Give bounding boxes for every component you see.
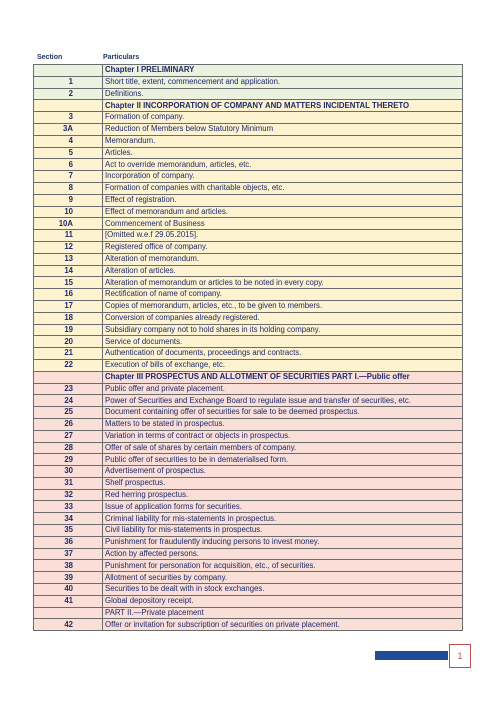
- section-number: 27: [34, 430, 103, 442]
- section-title: Act to override memorandum, articles, etc.: [103, 159, 463, 171]
- section-title: Subsidiary company not to hold shares in its holding company.: [103, 324, 463, 336]
- section-number: [34, 371, 103, 383]
- section-row: [34, 595, 463, 607]
- section-number: 14: [34, 265, 103, 277]
- section-number: 10A: [34, 218, 103, 230]
- section-title: Red herring prospectus.: [103, 489, 463, 501]
- section-number: 29: [34, 454, 103, 466]
- section-row: [34, 147, 463, 159]
- section-title: Copies of memorandum, articles, etc., to be given to members.: [103, 300, 463, 312]
- section-number: 32: [34, 489, 103, 501]
- section-row: [34, 88, 463, 100]
- section-number: 16: [34, 289, 103, 301]
- section-number: 17: [34, 300, 103, 312]
- section-number: 13: [34, 253, 103, 265]
- section-title: Shelf prospectus.: [103, 477, 463, 489]
- section-number: 23: [34, 383, 103, 395]
- section-title: Offer of sale of shares by certain members of company.: [103, 442, 463, 454]
- section-row: [34, 194, 463, 206]
- section-row: [34, 76, 463, 88]
- contents-table: [33, 64, 463, 631]
- section-number: 7: [34, 171, 103, 183]
- section-number: 30: [34, 466, 103, 478]
- section-number: 21: [34, 348, 103, 360]
- section-row: [34, 300, 463, 312]
- section-number: 9: [34, 194, 103, 206]
- section-number: 35: [34, 525, 103, 537]
- section-number: 39: [34, 572, 103, 584]
- contents-table-body: [34, 65, 463, 631]
- section-row: [34, 324, 463, 336]
- section-title: Effect of memorandum and articles.: [103, 206, 463, 218]
- section-title: Advertisement of prospectus.: [103, 466, 463, 478]
- section-row: [34, 123, 463, 135]
- section-number: 12: [34, 241, 103, 253]
- section-title: Civil liability for mis-statements in prospectus.: [103, 525, 463, 537]
- section-number: 25: [34, 407, 103, 419]
- section-row: [34, 182, 463, 194]
- section-title: Effect of registration.: [103, 194, 463, 206]
- section-title: Allotment of securities by company.: [103, 572, 463, 584]
- section-number: 31: [34, 477, 103, 489]
- section-row: [34, 241, 463, 253]
- section-number: 3A: [34, 123, 103, 135]
- section-title: PART II.—Private placement: [103, 607, 463, 619]
- particulars-column-header: Particulars: [103, 54, 140, 61]
- section-title: Action by affected persons.: [103, 548, 463, 560]
- section-row: [34, 171, 463, 183]
- section-title: Service of documents.: [103, 336, 463, 348]
- section-number: 33: [34, 501, 103, 513]
- chapter-title: Chapter III PROSPECTUS AND ALLOTMENT OF SECURITIES PART I.—Public offer: [103, 371, 463, 383]
- section-row: [34, 477, 463, 489]
- section-row: [34, 501, 463, 513]
- section-row: [34, 560, 463, 572]
- section-title: Matters to be stated in prospectus.: [103, 418, 463, 430]
- section-title: [Omitted w.e.f 29.05.2015].: [103, 230, 463, 242]
- section-row: [34, 525, 463, 537]
- section-number: 41: [34, 595, 103, 607]
- section-row: [34, 383, 463, 395]
- section-title: Short title, extent, commencement and application.: [103, 76, 463, 88]
- section-row: [34, 206, 463, 218]
- section-number: [34, 100, 103, 112]
- section-title: Alteration of memorandum or articles to be noted in every copy.: [103, 277, 463, 289]
- section-number: 38: [34, 560, 103, 572]
- section-title: Execution of bills of exchange, etc.: [103, 359, 463, 371]
- page-number: 1: [449, 644, 471, 668]
- section-title: Punishment for fraudulently inducing persons to invest money.: [103, 536, 463, 548]
- table-header: [33, 53, 463, 63]
- section-title: Registered office of company.: [103, 241, 463, 253]
- section-title: Memorandum.: [103, 135, 463, 147]
- section-title: Alteration of memorandum.: [103, 253, 463, 265]
- section-row: [34, 265, 463, 277]
- section-row: [34, 253, 463, 265]
- section-column-header: Section: [37, 54, 63, 61]
- section-row: [34, 395, 463, 407]
- section-row: [34, 489, 463, 501]
- section-row: [34, 619, 463, 631]
- section-number: 11: [34, 230, 103, 242]
- section-number: 2: [34, 88, 103, 100]
- chapter-title: Chapter II INCORPORATION OF COMPANY AND MATTERS INCIDENTAL THERETO: [103, 100, 463, 112]
- section-title: Formation of companies with charitable objects, etc.: [103, 182, 463, 194]
- section-number: 5: [34, 147, 103, 159]
- section-number: 40: [34, 584, 103, 596]
- section-number: 15: [34, 277, 103, 289]
- section-row: [34, 230, 463, 242]
- section-number: 34: [34, 513, 103, 525]
- section-row: [34, 430, 463, 442]
- chapter-heading-row: [34, 371, 463, 383]
- section-number: 22: [34, 359, 103, 371]
- section-title: Reduction of Members below Statutory Minimum: [103, 123, 463, 135]
- section-title: Public offer of securities to be in dematerialised form.: [103, 454, 463, 466]
- section-number: 28: [34, 442, 103, 454]
- section-title: Variation in terms of contract or objects in prospectus.: [103, 430, 463, 442]
- chapter-heading-row: [34, 100, 463, 112]
- section-number: 4: [34, 135, 103, 147]
- section-number: 8: [34, 182, 103, 194]
- section-number: 1: [34, 76, 103, 88]
- section-title: Public offer and private placement.: [103, 383, 463, 395]
- section-number: 37: [34, 548, 103, 560]
- section-row: [34, 289, 463, 301]
- section-title: Definitions.: [103, 88, 463, 100]
- section-title: Authentication of documents, proceedings and contracts.: [103, 348, 463, 360]
- section-number: 6: [34, 159, 103, 171]
- section-title: Commencement of Business: [103, 218, 463, 230]
- section-row: [34, 418, 463, 430]
- section-title: Global depository receipt.: [103, 595, 463, 607]
- section-number: 26: [34, 418, 103, 430]
- chapter-heading-row: [34, 65, 463, 77]
- section-title: Offer or invitation for subscription of securities on private placement.: [103, 619, 463, 631]
- section-row: [34, 442, 463, 454]
- section-number: [34, 65, 103, 77]
- section-row: [34, 359, 463, 371]
- section-row: [34, 348, 463, 360]
- section-row: [34, 336, 463, 348]
- section-title: Rectification of name of company.: [103, 289, 463, 301]
- section-title: Issue of application forms for securities.: [103, 501, 463, 513]
- section-row: [34, 513, 463, 525]
- section-number: 20: [34, 336, 103, 348]
- section-title: Alteration of articles.: [103, 265, 463, 277]
- section-number: 19: [34, 324, 103, 336]
- section-title: Formation of company.: [103, 112, 463, 124]
- section-row: [34, 277, 463, 289]
- section-row: [34, 536, 463, 548]
- section-row: [34, 159, 463, 171]
- section-row: [34, 135, 463, 147]
- section-row: [34, 312, 463, 324]
- section-row: [34, 454, 463, 466]
- section-row: [34, 584, 463, 596]
- section-row: [34, 548, 463, 560]
- section-number: [34, 607, 103, 619]
- footer-bar: [375, 651, 448, 660]
- section-title: Incorporation of company.: [103, 171, 463, 183]
- section-title: Punishment for personation for acquisition, etc., of securities.: [103, 560, 463, 572]
- section-row: [34, 112, 463, 124]
- section-title: Criminal liability for mis-statements in prospectus.: [103, 513, 463, 525]
- section-title: Securities to be dealt with in stock exchanges.: [103, 584, 463, 596]
- section-number: 3: [34, 112, 103, 124]
- section-row: [34, 466, 463, 478]
- section-title: Articles.: [103, 147, 463, 159]
- section-title: Document containing offer of securities for sale to be deemed prospectus.: [103, 407, 463, 419]
- section-row: [34, 218, 463, 230]
- section-row: [34, 572, 463, 584]
- section-number: 10: [34, 206, 103, 218]
- section-number: 18: [34, 312, 103, 324]
- section-title: Power of Securities and Exchange Board to regulate issue and transfer of securities, etc.: [103, 395, 463, 407]
- section-row: [34, 607, 463, 619]
- section-row: [34, 407, 463, 419]
- chapter-title: Chapter I PRELIMINARY: [103, 65, 463, 77]
- section-number: 24: [34, 395, 103, 407]
- section-title: Conversion of companies already registered.: [103, 312, 463, 324]
- section-number: 36: [34, 536, 103, 548]
- section-number: 42: [34, 619, 103, 631]
